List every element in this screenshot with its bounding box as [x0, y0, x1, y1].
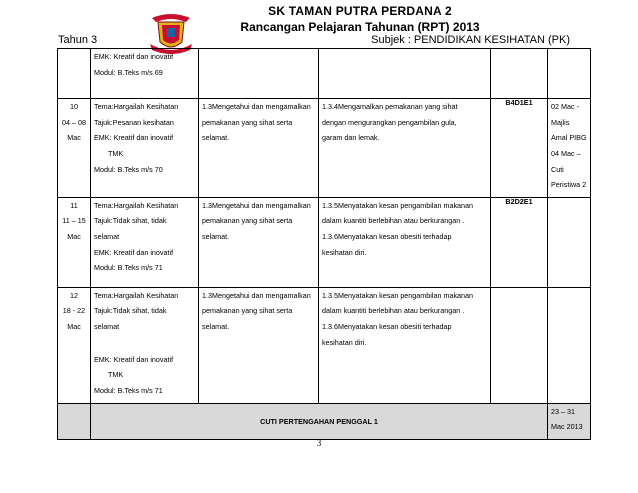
- page-number: 3: [316, 438, 322, 448]
- band-code: B4D1E1: [491, 99, 548, 198]
- tema-text: Tema:Hargailah Kesihatan: [94, 102, 179, 111]
- intro-emk: EMK: Kreatif dan inovatif: [94, 52, 174, 61]
- standard-text: 1.3Mengetahui dan mengamalkan: [202, 102, 311, 111]
- week-month: Mac: [67, 322, 81, 332]
- tajuk-text: Tajuk:Tidak sihat, tidak: [94, 306, 167, 316]
- band-code: B2D2E1: [491, 197, 548, 287]
- note-text: Amal PIBG: [551, 133, 587, 143]
- week-dates: 11 – 15: [62, 216, 86, 226]
- emk-text: EMK: Kreatif dan inovatif: [94, 133, 174, 143]
- week-month: Mac: [67, 133, 81, 143]
- objective-text: garam dan lemak.: [322, 133, 380, 143]
- tema-text: Tema:Hargailah Kesihatan: [94, 290, 179, 300]
- note-text: Cuti: [551, 164, 564, 174]
- tajuk-text: Tajuk:Pesanan kesihatan: [94, 117, 174, 127]
- cuti-label: CUTI PERTENGAHAN PENGGAL 1: [91, 403, 548, 439]
- objective-text: kesihatan diri.: [322, 247, 367, 257]
- modul-text: Modul: B.Teks m/s 70: [94, 164, 163, 174]
- standard-text: pemakanan yang sihat serta: [202, 306, 293, 316]
- objective-text: 1.3.6Menyatakan kesan obesiti terhadap: [322, 232, 452, 242]
- week-number: 10: [70, 102, 78, 111]
- standard-text: pemakanan yang sihat serta: [202, 117, 293, 127]
- tema-text: Tema:Hargailah Kesihatan: [94, 200, 179, 210]
- week-number: 12: [70, 290, 78, 300]
- cuti-dates: Mac 2013: [551, 422, 583, 432]
- table-row: [58, 197, 591, 287]
- modul-text: Modul: B.Teks m/s 71: [94, 263, 163, 273]
- tajuk-text: selamat: [94, 322, 120, 332]
- table-row: [58, 287, 591, 403]
- week-dates: 18 - 22: [62, 306, 86, 316]
- year-label: Tahun 3: [58, 34, 98, 46]
- week-month: Mac: [67, 232, 81, 242]
- tmk-text: TMK: [108, 370, 124, 380]
- objective-text: 1.3.5Menyatakan kesan pengambilan makanan: [322, 290, 474, 300]
- objective-text: 1.3.5Menyatakan kesan pengambilan makanan: [322, 200, 474, 210]
- intro-modul: Modul: B.Teks m/s 69: [94, 67, 163, 77]
- cuti-dates: 23 – 31: [551, 406, 575, 416]
- note-text: Peristiwa 2: [551, 180, 587, 190]
- objective-text: kesihatan diri.: [322, 337, 367, 347]
- note-text: 04 Mac –: [551, 148, 581, 158]
- tajuk-text: selamat: [94, 232, 120, 242]
- intro-row: [58, 49, 591, 99]
- rpt-table: [57, 48, 591, 440]
- standard-text: selamat.: [202, 232, 230, 242]
- objective-text: dalam kuantiti berlebihan atau berkurangan .: [322, 306, 465, 316]
- note-text: Majlis: [551, 117, 570, 127]
- standard-text: pemakanan yang sihat serta: [202, 216, 293, 226]
- week-number: 11: [70, 200, 78, 210]
- objective-text: 1.3.4Mengamalkan pemakanan yang sihat: [322, 102, 458, 111]
- tmk-text: TMK: [108, 148, 124, 158]
- emk-text: EMK: Kreatif dan inovatif: [94, 354, 174, 364]
- note-text: 02 Mac -: [551, 102, 579, 111]
- school-name: SK TAMAN PUTRA PERDANA 2: [268, 4, 452, 18]
- emk-text: EMK: Kreatif dan inovatif: [94, 247, 174, 257]
- cuti-row: [58, 403, 591, 439]
- table-row: [58, 99, 591, 198]
- plan-title: Rancangan Pelajaran Tahunan (RPT) 2013: [240, 20, 480, 34]
- week-dates: 04 – 08: [62, 117, 86, 127]
- objective-text: dengan mengurangkan pengambilan gula,: [322, 117, 457, 127]
- objective-text: 1.3.6Menyatakan kesan obesiti terhadap: [322, 322, 452, 332]
- standard-text: 1.3Mengetahui dan mengamalkan: [202, 290, 311, 300]
- objective-text: dalam kuantiti berlebihan atau berkurangan .: [322, 216, 465, 226]
- standard-text: selamat.: [202, 322, 230, 332]
- modul-text: Modul: B.Teks m/s 71: [94, 386, 163, 396]
- subject-label: Subjek : PENDIDIKAN KESIHATAN (PK): [371, 34, 570, 46]
- standard-text: selamat.: [202, 133, 230, 143]
- standard-text: 1.3Mengetahui dan mengamalkan: [202, 200, 311, 210]
- tajuk-text: Tajuk:Tidak sihat, tidak: [94, 216, 167, 226]
